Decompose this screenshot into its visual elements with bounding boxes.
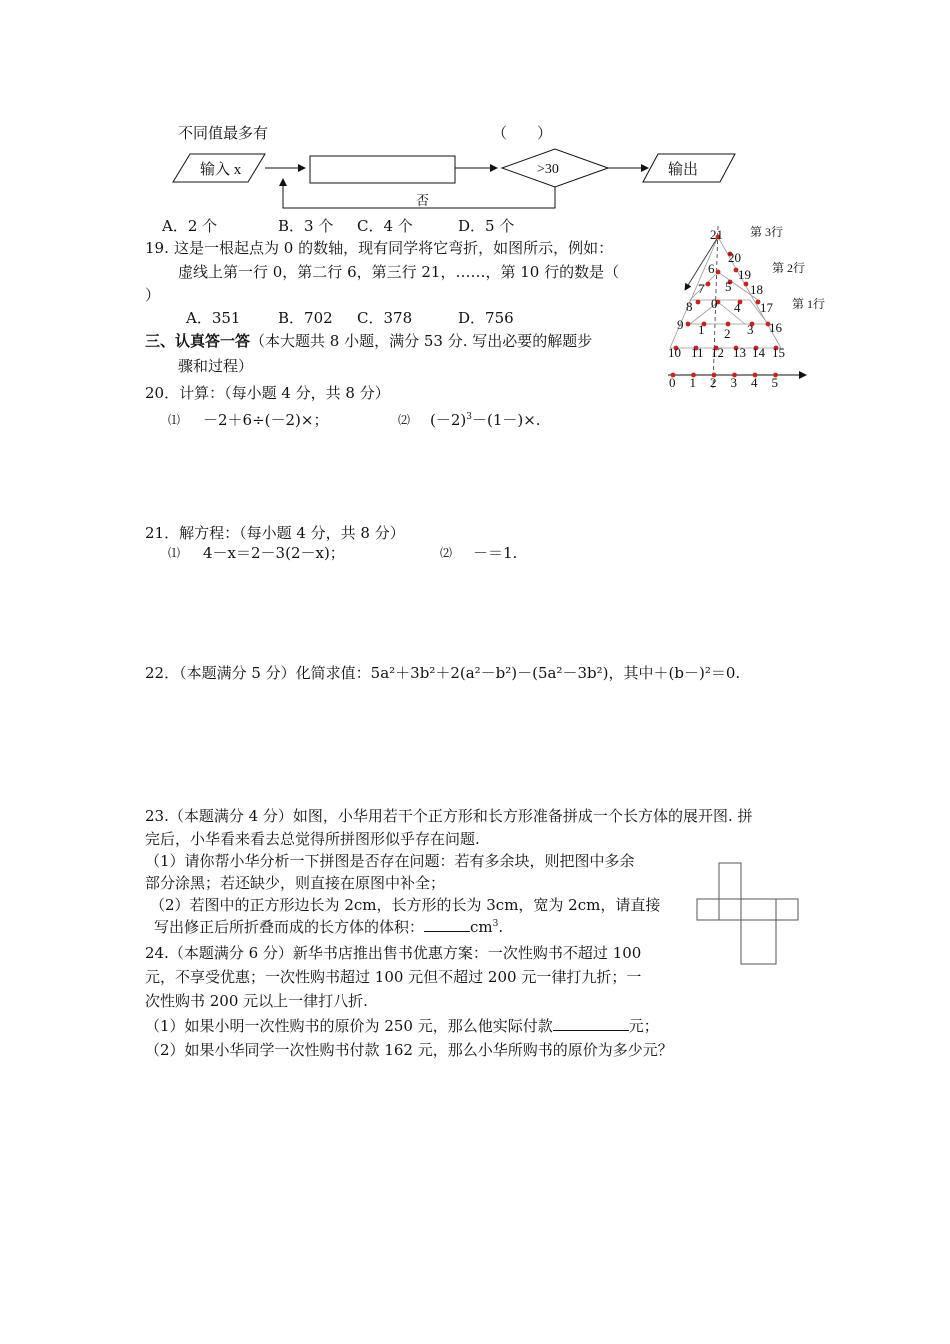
number-label: 19 [738,267,751,282]
q19-line3: ） [145,286,161,304]
q24-line4: （1）如果小明一次性购书的原价为 250 元，那么他实际付款 元； [145,1017,659,1035]
q18-option-c: C．4 个 [357,217,413,235]
q19-option-a: A．351 [186,309,241,327]
q20-title: 20．计算：（每小题 4 分，共 8 分） [145,384,390,402]
q21-part1-equation: 4－x＝2－3(2－x)； [203,544,345,562]
number-label: 20 [728,250,741,265]
net-rect-center-left [719,899,741,920]
q18-answer-paren: （ ） [492,124,553,142]
number-label: 14 [752,345,765,360]
q24-answer-blank[interactable] [553,1016,629,1031]
q22-text: 22．（本题满分 5 分）化简求值：5a²＋3b²＋2(a²－b²)－(5a²－3b²)，其中＋(b－)²＝0. [145,664,741,682]
output-label: 输出 [668,162,699,178]
number-label: 0 [711,296,718,311]
q18-stem-tail: 不同值最多有 [178,124,269,142]
q21-part2-equation: －＝1. [473,544,518,562]
axis-tick-label: 2 [710,375,717,390]
q23-line1: 23.（本题满分 4 分）如图，小华用若干个正方形和长方形准备拼成一个长方体的展开图. 拼 [145,807,753,825]
q21-part1-number: ⑴ [168,546,181,560]
number-label: 11 [691,345,704,360]
number-label: 4 [734,300,741,315]
q18-option-b: B．3 个 [278,217,334,235]
q24-line5: （2）如果小华同学一次性购书付款 162 元，那么小华所购书的原价为多少元？ [145,1041,673,1059]
q23-line6: 写出修正后所折叠而成的长方体的体积： $cm^3$. [154,918,504,936]
q18-option-a: A．2 个 [162,217,218,235]
q21-part2-number: ⑵ [440,546,453,560]
net-square-top [719,863,741,899]
q23-line2: 完后，小华看来看去总觉得所拼图形似乎存在问题. [145,830,480,848]
number-label: 12 [711,345,724,360]
q23-line4: 部分涂黑；若还缺少，则直接在原图中补全； [145,874,446,892]
net-rect-center-right [741,899,776,920]
net-square-bottom [741,920,776,964]
number-label: 2 [724,326,731,341]
number-label: 16 [769,320,782,335]
q19-line2: 虚线上第一行 0，第二行 6，第三行 21，……，第 10 行的数是（ [178,263,620,281]
axis-tick-label: 3 [730,375,737,390]
axis-tick-label: 0 [669,375,676,390]
q20-part1-expression: －2＋6÷(－2)×； [203,411,329,429]
q19-option-c: C．378 [357,309,413,327]
input-label: 输入 x [200,162,242,178]
number-label: 3 [747,322,754,337]
row-label-3: 第 3行 [750,225,784,239]
q18-option-d: D．5 个 [458,217,515,235]
section3-title: 三、认真答一答 [145,332,251,350]
q19-option-b: B．702 [278,309,333,327]
q21-title: 21．解方程：（每小题 4 分，共 8 分） [145,524,405,542]
q20-part1-number: ⑴ [168,413,181,427]
q24-line1: 24.（本题满分 6 分）新华书店推出售书优惠方案：一次性购书不超过 100 [145,944,642,962]
number-label: 10 [668,345,681,360]
q23-line5: （2）若图中的正方形边长为 2cm，长方形的长为 3cm，宽为 2cm，请直接 [150,896,661,914]
number-label: 21 [710,227,723,242]
section3-desc2: 骤和过程） [178,357,254,375]
condition-label: >30 [537,162,559,177]
q24-line3: 次性购书 200 元以上一律打八折. [145,992,368,1010]
axis-tick-label: 1 [689,375,696,390]
number-label: 17 [760,300,773,315]
q23-line3: （1）请你帮小华分析一下拼图是否存在问题：若有多余块，则把图中多余 [145,852,635,870]
q19-line1: 这是一根起点为 0 的数轴，现有同学将它弯折，如图所示，例如： [174,239,614,257]
number-label: 13 [733,345,746,360]
q19-option-d: D．756 [458,309,514,327]
q19-number: 19. [145,239,169,257]
axis-tick-label: 4 [751,375,758,390]
net-rect-right [776,899,798,920]
number-label: 9 [677,317,684,332]
number-label: 7 [698,281,705,296]
row-label-1: 第 1行 [792,297,826,311]
number-label: 8 [686,299,693,314]
q20-part2-number: ⑵ [398,413,411,427]
q24-line2: 元，不享受优惠；一次性购书超过 100 元但不超过 200 元一律打九折；一 [145,968,642,986]
number-label: 6 [708,261,715,276]
q20-part2-expression: $(-2)^3-(1-)\times$. [430,411,541,429]
row-label-2: 第 2行 [772,261,806,275]
number-label: 15 [772,345,785,360]
number-label: 1 [698,322,705,337]
axis-tick-label: 5 [771,375,778,390]
number-label: 5 [725,279,732,294]
section3-desc1: （本大题共 8 小题，满分 53 分. 写出必要的解题步 [250,332,593,350]
no-label: 否 [416,193,430,208]
number-label: 18 [750,282,763,297]
net-rect-left [697,899,719,920]
